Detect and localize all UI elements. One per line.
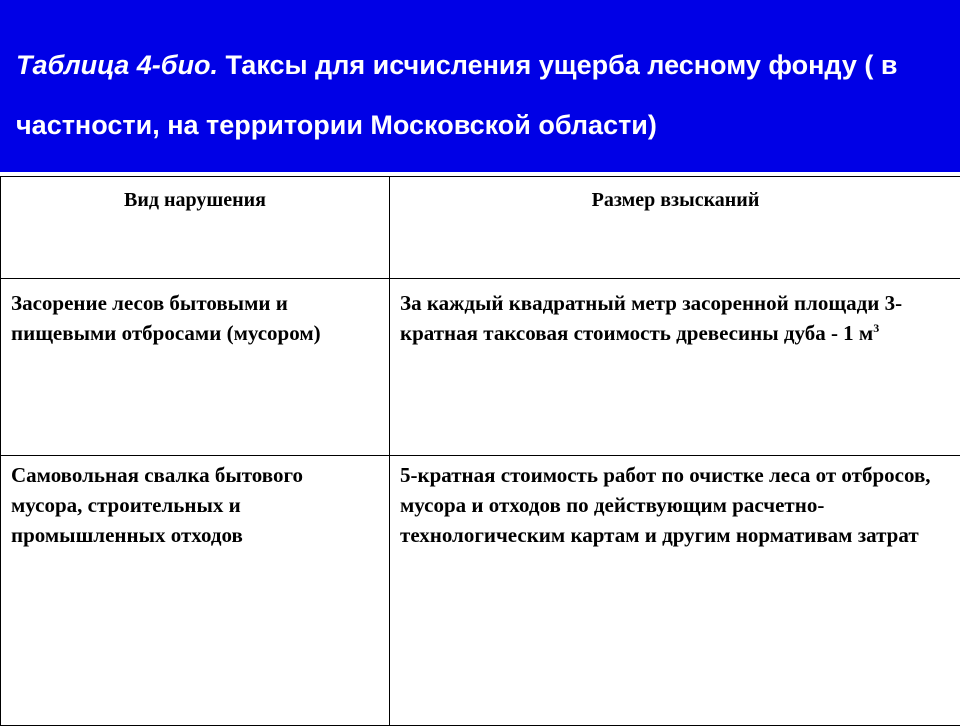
header-penalty: Размер взысканий (390, 177, 960, 279)
slide-title (0, 0, 960, 172)
table-row (1, 279, 960, 456)
penalty-cell (390, 279, 960, 456)
title-text: Таксы для исчисления ущерба лесному фонду ( в частности, на территории Московской области) (16, 50, 897, 140)
violation-cell: Засорение лесов бытовыми и пищевыми отбросами (мусором) (1, 279, 390, 456)
table-row (1, 456, 960, 726)
table-header-row (1, 177, 960, 279)
title-prefix: Таблица 4-био. (16, 50, 218, 80)
penalty-text: За каждый квадратный метр засоренной площади 3-кратная таксовая стоимость древесины дуба - 1 м (400, 291, 902, 345)
violation-cell: Самовольная свалка бытового мусора, строительных и промышленных отходов (1, 456, 390, 726)
cubic-superscript: 3 (873, 321, 879, 335)
header-violation: Вид нарушения (1, 177, 390, 279)
tax-table (0, 176, 960, 726)
penalty-cell: 5-кратная стоимость работ по очистке леса от отбросов, мусора и отходов по действующим расчетно-технологическим картам и другим нормативам затрат (390, 456, 960, 726)
